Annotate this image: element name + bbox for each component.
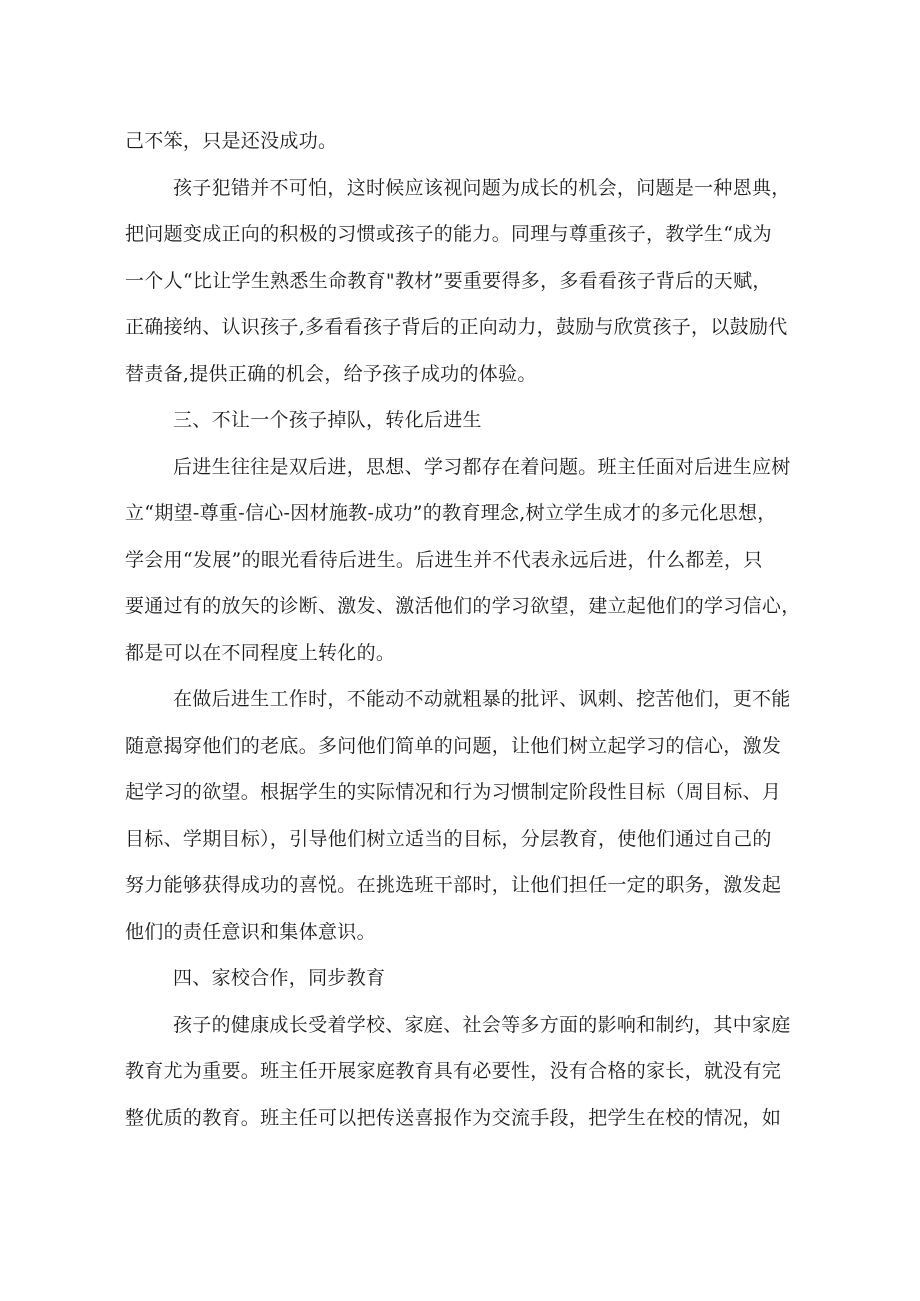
text-line: 都是可以在不同程度上转化的。 <box>125 641 396 664</box>
text-line: 后进生往往是双后进，思想、学习都存在着问题。班主任面对后进生应树 <box>173 455 791 478</box>
text-line: 把问题变成正向的积极的习惯或孩子的能力。同理与尊重孩子，教学生“成为 <box>125 223 772 245</box>
section-heading-4 <box>125 955 800 1002</box>
text-line: 正确接纳、认识孩子,多看看孩子背后的正向动力，鼓励与欣赏孩子，以鼓励代 <box>125 316 788 338</box>
text-line: 教育尤为重要。班主任开展家庭教育具有必要性，没有合格的家长，就没有完 <box>125 1060 782 1082</box>
text-line: 要通过有的放矢的诊断、激发、激活他们的学习欲望，建立起他们的学习信心， <box>125 595 801 617</box>
heading-text: 四、家校合作，同步教育 <box>173 967 386 989</box>
text-line: 孩子的健康成长受着学校、家庭、社会等多方面的影响和制约，其中家庭 <box>173 1013 791 1036</box>
text-line: 孩子犯错并不可怕，这时候应该视问题为成长的机会，问题是一种恩典， <box>173 176 791 199</box>
text-line: 整优质的教育。班主任可以把传送喜报作为交流手段，把学生在校的情况，如 <box>125 1106 782 1129</box>
text-line: 学会用“发展”的眼光看待后进生。后进生并不代表永远后进，什么都差，只 <box>125 548 763 571</box>
text-line: 起学习的欲望。根据学生的实际情况和行为习惯制定阶段性目标（周目标、月 <box>125 781 782 803</box>
text-line: 努力能够获得成功的喜悦。在挑选班干部时，让他们担任一定的职务，激发起 <box>125 874 782 896</box>
text-line: 目标、学期目标），引导他们树立适当的目标，分层教育，使他们通过自己的 <box>125 827 772 850</box>
heading-text: 三、不让一个孩子掉队，转化后进生 <box>173 409 482 431</box>
section-heading-3 <box>125 397 800 444</box>
text-line: 他们的责任意识和集体意识。 <box>125 920 376 943</box>
text-line: 替责备,提供正确的机会，给予孩子成功的体验。 <box>125 362 537 385</box>
text-line: 在做后进生工作时，不能动不动就粗暴的批评、讽刺、挖苦他们，更不能 <box>173 688 791 710</box>
text-line: 一个人“比让学生熟悉生命教育"教材”要重要得多，多看看孩子背后的天赋， <box>125 269 772 292</box>
paragraph-mistakes <box>125 165 800 398</box>
text-line: 随意揭穿他们的老底。多问他们简单的问题，让他们树立起学习的信心，激发 <box>125 734 782 757</box>
document-body <box>125 118 800 1141</box>
paragraph-lagging-students <box>125 444 800 677</box>
text-line: 己不笨，只是还没成功。 <box>125 130 338 152</box>
paragraph-working-with-students <box>125 676 800 955</box>
paragraph-home-school <box>125 1002 800 1142</box>
text-line: 立“期望-尊重-信心-因材施教-成功”的教育理念,树立学生成才的多元化思想， <box>125 502 777 524</box>
paragraph-continuation <box>125 118 800 165</box>
